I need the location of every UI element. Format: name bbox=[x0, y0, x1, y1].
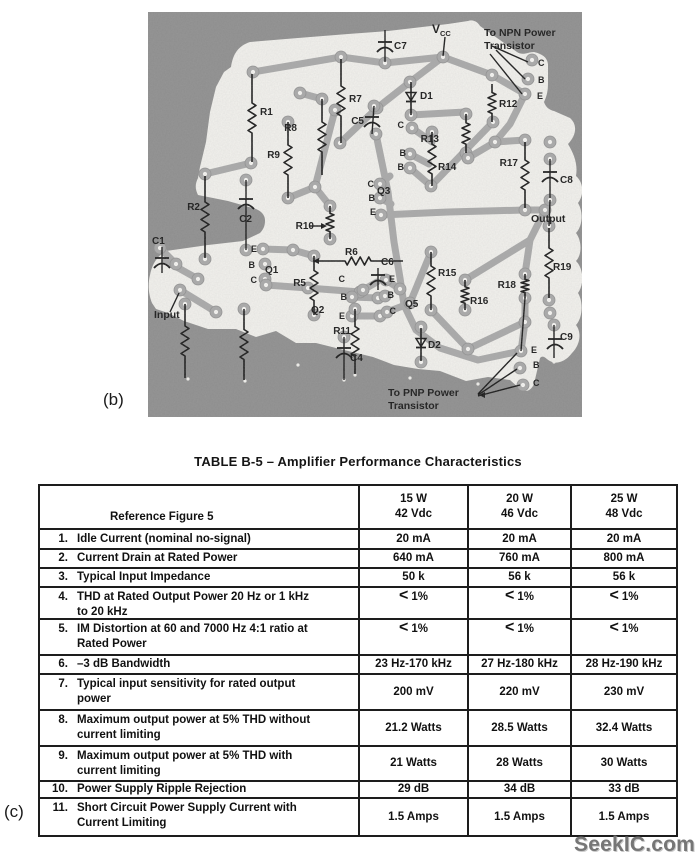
row-label: Maximum output power at 5% THD with current limiting bbox=[77, 750, 293, 777]
row-number: 1. bbox=[58, 532, 68, 545]
component-label: D1 bbox=[420, 91, 433, 102]
row-number: 6. bbox=[58, 658, 68, 670]
row-number: 7. bbox=[58, 678, 68, 690]
row-value: 28 Hz-190 kHz bbox=[570, 656, 676, 673]
table-row bbox=[40, 567, 676, 586]
row-value: 30 Watts bbox=[570, 747, 676, 780]
pcb-photo bbox=[148, 12, 582, 417]
pin-letter-label: E bbox=[537, 91, 544, 101]
row-value: < 1% bbox=[358, 588, 467, 618]
performance-table bbox=[38, 484, 678, 837]
row-number: 10. bbox=[52, 783, 68, 795]
component-label: R5 bbox=[293, 278, 306, 289]
table-row bbox=[40, 797, 676, 835]
component-label: R16 bbox=[470, 296, 489, 307]
row-value: 230 mV bbox=[570, 675, 676, 709]
less-than-sign: < bbox=[505, 587, 515, 604]
row-value: 220 mV bbox=[467, 675, 570, 709]
table-row bbox=[40, 673, 676, 709]
component-label: R10 bbox=[295, 221, 314, 232]
component-label: C9 bbox=[560, 332, 573, 343]
vcc-subscript: CC bbox=[440, 29, 451, 38]
row-value: 21.2 Watts bbox=[358, 711, 467, 745]
component-label: R9 bbox=[267, 150, 280, 161]
component-label: Output bbox=[531, 213, 566, 225]
row-value: 21 Watts bbox=[358, 747, 467, 780]
row-value: 29 dB bbox=[358, 782, 467, 797]
pin-letter-label: E bbox=[369, 207, 376, 217]
pin-letter-label: E bbox=[531, 345, 538, 355]
header-line: 48 Vdc bbox=[605, 508, 643, 520]
component-label: R14 bbox=[438, 162, 457, 173]
row-value: 20 mA bbox=[467, 530, 570, 548]
table-header-col bbox=[467, 486, 570, 528]
pin-letter-label: E bbox=[388, 274, 395, 284]
pin-letter-label: B bbox=[248, 260, 255, 270]
less-than-sign: < bbox=[609, 587, 619, 604]
table-row bbox=[40, 548, 676, 567]
pin-letter-label: C bbox=[533, 378, 540, 388]
row-value: 1.5 Amps bbox=[358, 799, 467, 835]
pcb-layout-figure bbox=[148, 12, 582, 417]
row-value: < 1% bbox=[570, 588, 676, 618]
row-label: Typical input sensitivity for rated output power bbox=[77, 678, 296, 705]
vcc-label: $V_{CC}$ bbox=[432, 22, 451, 38]
table-header-col bbox=[570, 486, 676, 528]
row-number: 3. bbox=[58, 571, 68, 583]
less-than-sign: < bbox=[399, 587, 409, 604]
table-row bbox=[40, 618, 676, 654]
pin-letter-label: C bbox=[338, 274, 345, 284]
row-label: Short Circuit Power Supply Current with Current Limiting bbox=[77, 802, 297, 829]
row-value: 1.5 Amps bbox=[570, 799, 676, 835]
row-value: < 1% bbox=[467, 620, 570, 654]
row-value: 28.5 Watts bbox=[467, 711, 570, 745]
table-header-col bbox=[358, 486, 467, 528]
less-than-sign: < bbox=[505, 619, 515, 636]
header-line: 42 Vdc bbox=[394, 508, 433, 520]
component-label: R12 bbox=[499, 99, 518, 110]
component-label: R18 bbox=[497, 280, 516, 291]
component-label: Transistor bbox=[388, 400, 439, 412]
photo-grain-overlay bbox=[148, 12, 582, 417]
component-label: R17 bbox=[499, 158, 518, 169]
pin-letter-label: B bbox=[399, 148, 406, 158]
pin-letter-label: E bbox=[250, 244, 257, 254]
pin-letter-label: B bbox=[368, 193, 375, 203]
component-label: Q3 bbox=[377, 186, 391, 197]
component-label: Q2 bbox=[311, 305, 325, 316]
row-value: 50 k bbox=[358, 569, 467, 586]
row-value: 56 k bbox=[467, 569, 570, 586]
component-label: R8 bbox=[284, 123, 297, 134]
component-label: Q1 bbox=[265, 265, 279, 276]
table-row bbox=[40, 709, 676, 745]
pin-letter-label: B bbox=[533, 360, 540, 370]
component-label: R11 bbox=[333, 326, 351, 337]
less-than-sign: < bbox=[399, 619, 409, 636]
component-label: R1 bbox=[260, 107, 273, 118]
component-label: C1 bbox=[152, 236, 165, 247]
component-label: R7 bbox=[349, 94, 362, 105]
component-label: To PNP Power bbox=[388, 387, 459, 399]
row-value: 32.4 Watts bbox=[570, 711, 676, 745]
component-label: C7 bbox=[394, 41, 407, 52]
pin-letter-label: C bbox=[538, 58, 545, 68]
row-value: 20 mA bbox=[358, 530, 467, 548]
pin-letter-label: C bbox=[250, 275, 257, 285]
row-number: 5. bbox=[58, 623, 68, 635]
row-value: 200 mV bbox=[358, 675, 467, 709]
row-value: 34 dB bbox=[467, 782, 570, 797]
row-value: 27 Hz-180 kHz bbox=[467, 656, 570, 673]
row-value: 56 k bbox=[570, 569, 676, 586]
row-label: –3 dB Bandwidth bbox=[77, 658, 171, 670]
component-label: R2 bbox=[187, 202, 200, 213]
row-number: 9. bbox=[58, 750, 68, 762]
row-value: 800 mA bbox=[570, 550, 676, 567]
row-value: 20 mA bbox=[570, 530, 676, 548]
table-header-reference: Reference Figure 5 bbox=[110, 511, 214, 523]
table-row bbox=[40, 780, 676, 797]
figure-label-c: (c) bbox=[4, 802, 24, 821]
figure-label-b: (b) bbox=[103, 390, 124, 409]
header-line: 46 Vdc bbox=[500, 508, 539, 520]
row-label: Idle Current (nominal no-signal) bbox=[77, 532, 251, 545]
component-label: C8 bbox=[560, 175, 573, 186]
pin-letter-label: B bbox=[340, 292, 347, 302]
row-value: 760 mA bbox=[467, 550, 570, 567]
table-title: TABLE B-5 – Amplifier Performance Characteristics bbox=[194, 454, 522, 469]
component-label: D2 bbox=[428, 340, 441, 351]
component-label: R13 bbox=[420, 134, 439, 145]
row-value: 33 dB bbox=[570, 782, 676, 797]
pin-letter-label: C bbox=[397, 120, 404, 130]
component-label: Q5 bbox=[405, 299, 419, 310]
table-row bbox=[40, 654, 676, 673]
row-label: Maximum output power at 5% THD without current limiting bbox=[77, 714, 311, 741]
pin-letter-label: B bbox=[538, 75, 545, 85]
row-value: < 1% bbox=[467, 588, 570, 618]
component-label: C4 bbox=[350, 353, 363, 364]
row-value: 640 mA bbox=[358, 550, 467, 567]
row-value: < 1% bbox=[570, 620, 676, 654]
pin-letter-label: C bbox=[367, 179, 374, 189]
table-row bbox=[40, 586, 676, 618]
watermark: SeekIC.com bbox=[574, 833, 696, 856]
component-label: To NPN Power bbox=[484, 27, 556, 39]
row-value: < 1% bbox=[358, 620, 467, 654]
row-label: Current Drain at Rated Power bbox=[77, 552, 238, 564]
component-label: Input bbox=[154, 309, 180, 321]
table-header-row bbox=[40, 486, 676, 528]
row-label: Power Supply Ripple Rejection bbox=[77, 783, 247, 795]
header-line: 20 W bbox=[506, 493, 533, 505]
row-value: 23 Hz-170 kHz bbox=[358, 656, 467, 673]
row-label: THD at Rated Output Power 20 Hz or 1 kHz to 20 kHz bbox=[77, 591, 309, 618]
row-number: 2. bbox=[58, 552, 68, 564]
pin-letter-label: B bbox=[387, 290, 394, 300]
component-label: R6 bbox=[345, 247, 358, 258]
row-number: 11. bbox=[52, 802, 68, 814]
row-value: 1.5 Amps bbox=[467, 799, 570, 835]
component-label: R19 bbox=[553, 262, 572, 273]
pin-letter-label: E bbox=[338, 311, 345, 321]
header-line: 25 W bbox=[610, 493, 638, 505]
row-value: 28 Watts bbox=[467, 747, 570, 780]
component-label: Transistor bbox=[484, 40, 535, 52]
row-label: IM Distortion at 60 and 7000 Hz 4:1 ratio at Rated Power bbox=[77, 623, 308, 650]
pin-letter-label: B bbox=[397, 162, 404, 172]
header-line: 15 W bbox=[400, 493, 427, 505]
row-number: 4. bbox=[58, 591, 68, 603]
component-label: C5 bbox=[351, 116, 364, 127]
component-label: R15 bbox=[438, 268, 457, 279]
table-row bbox=[40, 745, 676, 780]
less-than-sign: < bbox=[609, 619, 619, 636]
component-label: C6 bbox=[381, 257, 394, 268]
component-label: C2 bbox=[239, 214, 252, 225]
table-row bbox=[40, 528, 676, 548]
row-label: Typical Input Impedance bbox=[77, 571, 211, 583]
pin-letter-label: C bbox=[389, 306, 396, 316]
row-number: 8. bbox=[58, 714, 68, 726]
